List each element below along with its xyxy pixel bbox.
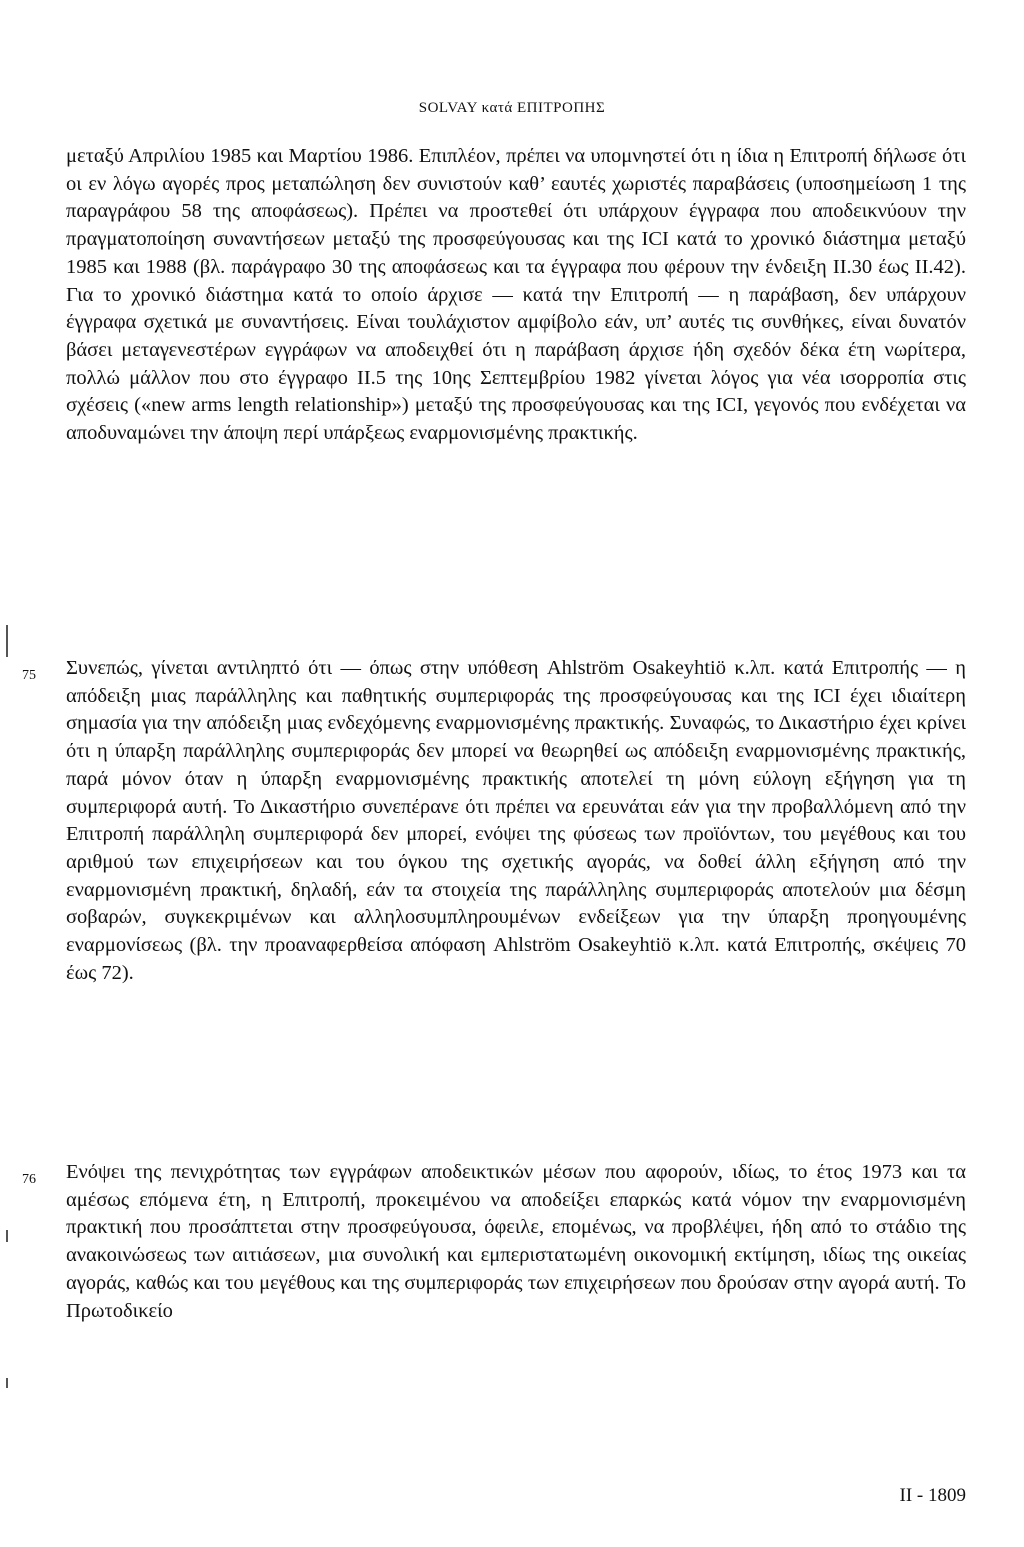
running-header: SOLVAY κατά ΕΠΙΤΡΟΠΗΣ (418, 100, 606, 116)
margin-rule (6, 1378, 8, 1388)
paragraph-number-75: 75 (22, 668, 36, 683)
paragraph-number-76: 76 (22, 1172, 36, 1187)
margin-rule (6, 1230, 8, 1242)
paragraph-76: Ενόψει της πενιχρότητας των εγγράφων αποδεικτικών μέσων που αφορούν, ιδίως, το έτος 1973 και τα αμέσως επόμενα έτη, η Επιτροπή, προκειμένου να αποδείξει επαρκώς κατά νόμον την εναρμονισμένη πρακτική που προσάπτεται στην προσφεύγουσα, όφειλε, επομένως, να προβλέψει, ήδη από το στάδιο της ανακοινώσεως των αιτιάσεων, μια συνολική και εμπεριστατωμένη οικονομική εκτίμηση, ιδίως της οικείας αγοράς, καθώς και του μεγέθους και της συμπεριφοράς των επιχειρήσεων που δρούσαν στην αγορά αυτή. Το Πρωτοδικείο (66, 1161, 966, 1322)
paragraph-continuation: μεταξύ Απριλίου 1985 και Μαρτίου 1986. Επιπλέον, πρέπει να υπομνηστεί ότι η ίδια η Επιτροπή δήλωσε ότι οι εν λόγω αγορές προς μεταπώληση δεν συνιστούν καθ’ εαυτές χωριστές παραβάσεις (υποσημείωση 1 της παραγράφου 58 της αποφάσεως). Πρέπει να προστεθεί ότι υπάρχουν έγγραφα που αποδεικνύουν την πραγματοποίηση συναντήσεων μεταξύ της προσφεύγουσας και της ICI κατά το χρονικό διάστημα μεταξύ 1985 και 1988 (βλ. παράγραφο 30 της αποφάσεως και τα έγγραφα που φέρουν την ένδειξη II.30 έως II.42). Για το χρονικό διάστημα κατά το οποίο άρχισε — κατά την Επιτροπή — η παράβαση, δεν υπάρχουν έγγραφα σχετικά με συναντήσεις. Είναι τουλάχιστον αμφίβολο εάν, υπ’ αυτές τις συνθήκες, είναι δυνατόν βάσει μεταγενεστέρων εγγράφων να αποδειχθεί ότι η παράβαση άρχισε ήδη σχεδόν δέκα έτη νωρίτερα, πολλώ μάλλον που στο έγγραφο II.5 της 10ης Σεπτεμβρίου 1982 γίνεται λόγος για νέα ισορροπία στις σχέσεις («new arms length relationship») μεταξύ της προσφεύγουσας και της ICI, γεγονός που ενδέχεται να αποδυναμώνει την άποψη περί υπάρξεως εναρμονισμένης πρακτικής. (66, 145, 966, 445)
margin-rule (6, 625, 8, 657)
paragraph-75: Συνεπώς, γίνεται αντιληπτό ότι — όπως στην υπόθεση Ahlström Osakeyhtiö κ.λπ. κατά Επιτροπής — η απόδειξη μιας παράλληλης και παθητικής συμπεριφοράς της προσφεύγουσας και της ICI έχει ιδιαίτερη σημασία για την απόδειξη μιας ενδεχόμενης εναρμονισμένης πρακτικής. Συναφώς, το Δικαστήριο έχει κρίνει ότι η ύπαρξη παράλληλης συμπεριφοράς δεν μπορεί να θεωρηθεί ως απόδειξη εναρμονισμένης πρακτικής, παρά μόνον όταν η ύπαρξη εναρμονισμένης πρακτικής αποτελεί τη μόνη εύλογη εξήγηση για τη συμπεριφορά αυτή. Το Δικαστήριο συνεπέρανε ότι πρέπει να ερευνάται εάν για την προβαλλόμενη από την Επιτροπή παράλληλη συμπεριφορά δεν μπορεί, ενόψει της φύσεως των προϊόντων, του μεγέθους και του αριθμού των επιχειρήσεων και του όγκου της σχετικής αγοράς, να δοθεί άλλη εξήγηση από την εναρμονισμένη πρακτική, δηλαδή, εάν τα στοιχεία της παράλληλης συμπεριφοράς αποτελούν μια δέσμη σοβαρών, συγκεκριμένων και αλληλοσυμπληρουμένων ενδείξεων για την ύπαρξη προηγουμένης εναρμονίσεως (βλ. την προαναφερθείσα απόφαση Ahlström Osakeyhtiö κ.λπ. κατά Επιτροπής, σκέψεις 70 έως 72). (66, 657, 966, 984)
page-number: II - 1809 (899, 1485, 966, 1506)
